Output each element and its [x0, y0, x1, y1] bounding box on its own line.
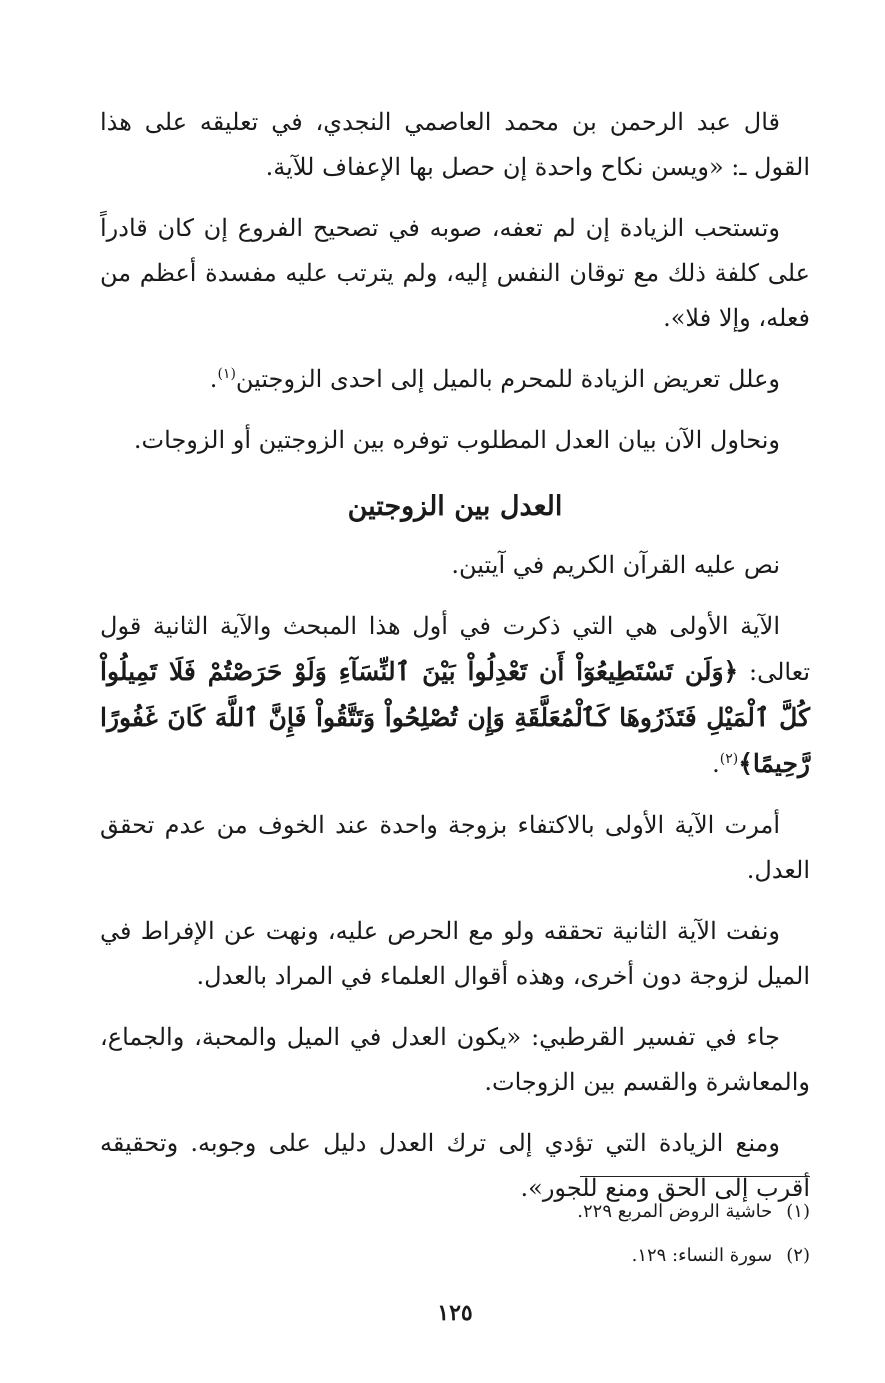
ayah-tail: .: [712, 750, 720, 778]
paragraph-8: جاء في تفسير القرطبي: «يكون العدل في الميل والمحبة، والجماع، والمعاشرة والقسم بين الزوجات.: [100, 1023, 810, 1096]
footnote-mark-2: (٢): [719, 751, 739, 767]
paragraph-9: ومنع الزيادة التي تؤدي إلى ترك العدل دليل على وجوبه. وتحقيقه أقرب إلى الحق ومنع للجور».: [100, 1129, 810, 1202]
paragraph-7: ونفت الآية الثانية تحققه ولو مع الحرص عليه، ونهت عن الإفراط في الميل لزوجة دون أخرى، وهذه أقوال العلماء في المراد بالعدل.: [100, 917, 810, 990]
section-heading: العدل بين الزوجتين: [347, 491, 563, 522]
ayah-intro: الآية الأولى هي التي ذكرت في أول هذا المبحث والآية الثانية قول تعالى:: [100, 612, 810, 686]
quran-verse: ﴿وَلَن تَسْتَطِيعُوٓاْ أَن تَعْدِلُواْ بَيْنَ ٱلنِّسَآءِ وَلَوْ حَرَصْتُمْ فَلَا تَمِيلُواْ كُلَّ ٱلْمَيْلِ فَتَذَرُوهَا كَٱلْمُعَلَّقَةِ وَإِن تُصْلِحُواْ وَتَتَّقُواْ فَإِنَّ ٱللَّهَ كَانَ غَفُورًا رَّحِيمًا﴾: [100, 657, 810, 778]
document-page: [100, 100, 810, 1360]
footnote-2: [100, 1234, 810, 1278]
paragraph-5: نص عليه القرآن الكريم في آيتين.: [451, 551, 780, 579]
paragraph-6: أمرت الآية الأولى بالاكتفاء بزوجة واحدة عند الخوف من عدم تحقق العدل.: [100, 811, 810, 884]
paragraph-3: [100, 357, 810, 402]
ayah-paragraph: [100, 604, 810, 787]
paragraph-3-text: وعلل تعريض الزيادة للمحرم بالميل إلى احدى الزوجتين: [235, 365, 780, 393]
footnotes: [100, 1190, 810, 1278]
paragraph-1: قال عبد الرحمن بن محمد العاصمي النجدي، في تعليقه على هذا القول ـ: «ويسن نكاح واحدة إن حصل بها الإعفاف للآية.: [100, 108, 810, 181]
footnote-1-number: (١): [786, 1201, 810, 1222]
footnote-2-number: (٢): [786, 1245, 810, 1266]
footnote-2-text: سورة النساء: ١٢٩.: [631, 1245, 773, 1266]
footnote-1-text: حاشية الروض المربع ٢٢٩.: [577, 1201, 773, 1222]
footnote-mark-1: (١): [217, 366, 236, 382]
footnote-divider: [580, 1176, 810, 1177]
page-number: ١٢٥: [437, 1300, 473, 1326]
paragraph-4: ونحاول الآن بيان العدل المطلوب توفره بين الزوجتين أو الزوجات.: [133, 426, 780, 454]
paragraph-2: وتستحب الزيادة إن لم تعفه، صوبه في تصحيح الفروع إن كان قادراً على كلفة ذلك مع توقان النفس إليه، ولم يترتب عليه مفسدة أعظم من فعله، وإلا فلا».: [100, 214, 810, 332]
footnote-1: [100, 1190, 810, 1234]
paragraph-3-tail: .: [209, 365, 218, 393]
